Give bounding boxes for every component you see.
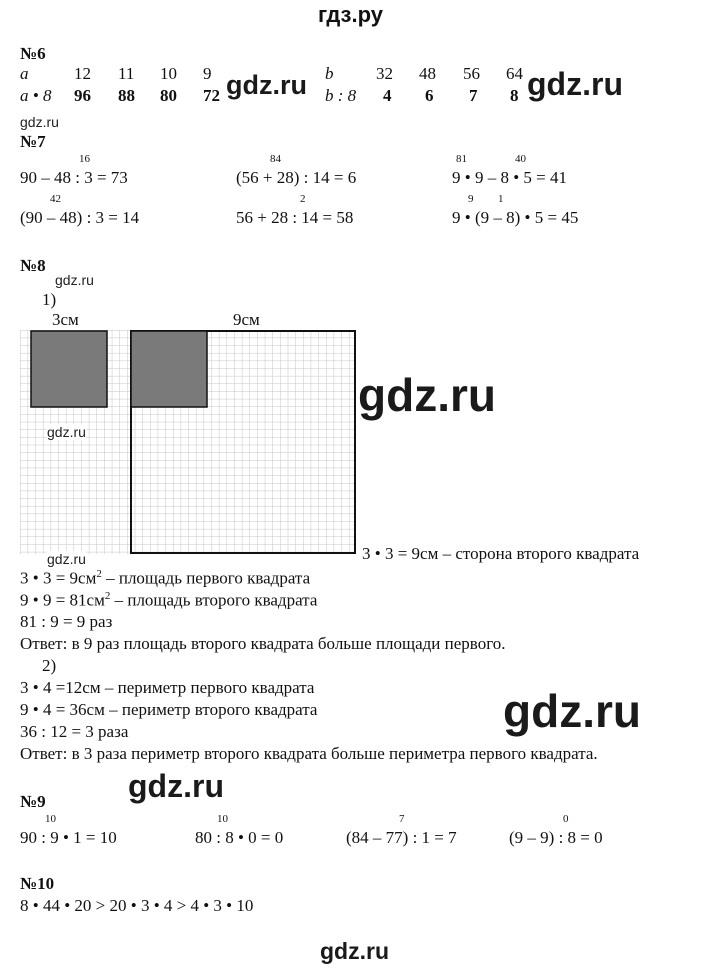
task-6-b-val-4: 64 [506, 64, 523, 83]
task-6-title: №6 [20, 44, 46, 63]
task-9-e3-sup: 7 [399, 813, 405, 825]
task-6-a-val-2: 11 [118, 64, 135, 83]
task-8-line-2-pre: 9 • 9 = 81см [20, 590, 105, 610]
task-8-title: №8 [20, 256, 46, 275]
task-7-r1c3-sup-a: 81 [456, 153, 467, 165]
watermark: gdz.ru [226, 70, 307, 100]
task-8-line-1 [20, 568, 310, 589]
task-10-title: №10 [20, 874, 55, 893]
task-6-a-label: a [20, 64, 29, 83]
big-square-label: 9см [233, 310, 260, 329]
task-7-r2c3-sup-a: 9 [468, 193, 474, 205]
task-7-r1c2-sup: 84 [270, 153, 281, 165]
task-6-a-val-1: 12 [74, 64, 91, 83]
task-8-part-1: 1) [42, 290, 57, 309]
task-8-side-note: 3 • 3 = 9см – сторона второго квадрата [362, 544, 640, 563]
watermark: gdz.ru [320, 938, 389, 964]
task-8-line-5: 3 • 4 =12см – периметр первого квадрата [20, 678, 315, 697]
watermark: gdz.ru [358, 369, 496, 421]
task-6-b8-val-3: 7 [469, 86, 478, 105]
watermark: gdz.ru [128, 768, 224, 804]
task-6-a8-val-3: 80 [160, 86, 177, 105]
watermark: gdz.ru [47, 551, 86, 567]
task-6-b8-val-2: 6 [425, 86, 434, 105]
task-6-a-val-4: 9 [203, 64, 212, 83]
watermark: gdz.ru [20, 114, 59, 130]
task-6-b8-val-1: 4 [383, 86, 392, 105]
task-8-line-6: 9 • 4 = 36см – периметр второго квадрата [20, 700, 318, 719]
task-8-line-2-post: – площадь второго квадрата [110, 590, 318, 610]
task-7-r2c1-sup: 42 [50, 193, 61, 205]
task-7-title: №7 [20, 132, 46, 151]
task-8-line-3: 81 : 9 = 9 раз [20, 612, 113, 631]
task-8-line-1-pre: 3 • 3 = 9см [20, 568, 97, 588]
task-9-expr-1: 90 : 9 • 1 = 10 [20, 828, 117, 847]
task-6-b-val-1: 32 [376, 64, 393, 83]
small-square [31, 331, 107, 407]
task-8-line-7: 36 : 12 = 3 раза [20, 722, 129, 741]
task-7-r1c2: (56 + 28) : 14 = 6 [236, 168, 357, 187]
task-7-r2c3-sup-b: 1 [498, 193, 504, 205]
task-7-r1c3: 9 • 9 – 8 • 5 = 41 [452, 168, 567, 187]
task-8-line-1-post: – площадь первого квадрата [101, 568, 311, 588]
small-square-label: 3см [52, 310, 79, 329]
task-8-line-2 [20, 590, 317, 611]
watermark: gdz.ru [47, 424, 86, 440]
task-6-a8-val-2: 88 [118, 86, 135, 105]
task-7-r1c1: 90 – 48 : 3 = 73 [20, 168, 128, 187]
task-9-e4-sup: 0 [563, 813, 569, 825]
task-6-b8-val-4: 8 [510, 86, 519, 105]
task-8-answer-2: Ответ: в 3 раза периметр второго квадрата больше периметра первого квадрата. [20, 744, 598, 763]
task-6-b8-label: b : 8 [325, 86, 357, 105]
task-7-r1c3-sup-b: 40 [515, 153, 526, 165]
task-8-line-1-sup: 2 [96, 568, 102, 580]
task-9-expr-4: (9 – 9) : 8 = 0 [509, 828, 603, 847]
watermark: gdz.ru [527, 66, 623, 102]
task-6-a8-val-4: 72 [203, 86, 220, 105]
task-8-line-2-sup: 2 [104, 590, 111, 602]
task-6-a-val-3: 10 [160, 64, 177, 83]
task-6-b-label: b [325, 64, 334, 83]
task-6-a8-label: a • 8 [20, 86, 52, 105]
task-7-r2c2: 56 + 28 : 14 = 58 [236, 208, 354, 227]
task-9-title: №9 [20, 792, 46, 811]
task-6-a8-val-1: 96 [74, 86, 91, 105]
task-8-answer-1: Ответ: в 9 раз площадь второго квадрата больше площади первого. [20, 634, 506, 653]
task-10-expr: 8 • 44 • 20 > 20 • 3 • 4 > 4 • 3 • 10 [20, 896, 254, 915]
task-9-e2-sup: 10 [217, 813, 228, 825]
task-6-b-val-3: 56 [463, 64, 480, 83]
task-9-expr-3: (84 – 77) : 1 = 7 [346, 828, 457, 847]
task-8-part-2: 2) [42, 656, 57, 675]
watermark: gdz.ru [55, 272, 94, 288]
task-7-r2c3: 9 • (9 – 8) • 5 = 45 [452, 208, 579, 227]
task-7-r1c1-sup: 16 [79, 153, 90, 165]
watermark: gdz.ru [503, 685, 641, 737]
task-6-b-val-2: 48 [419, 64, 436, 83]
site-header: гдз.ру [318, 2, 383, 27]
task-9-e1-sup: 10 [45, 813, 56, 825]
task-7-r2c2-sup: 2 [300, 193, 306, 205]
task-7-r2c1: (90 – 48) : 3 = 14 [20, 208, 140, 227]
task-9-expr-2: 80 : 8 • 0 = 0 [195, 828, 284, 847]
big-square-inner-square [131, 331, 207, 407]
